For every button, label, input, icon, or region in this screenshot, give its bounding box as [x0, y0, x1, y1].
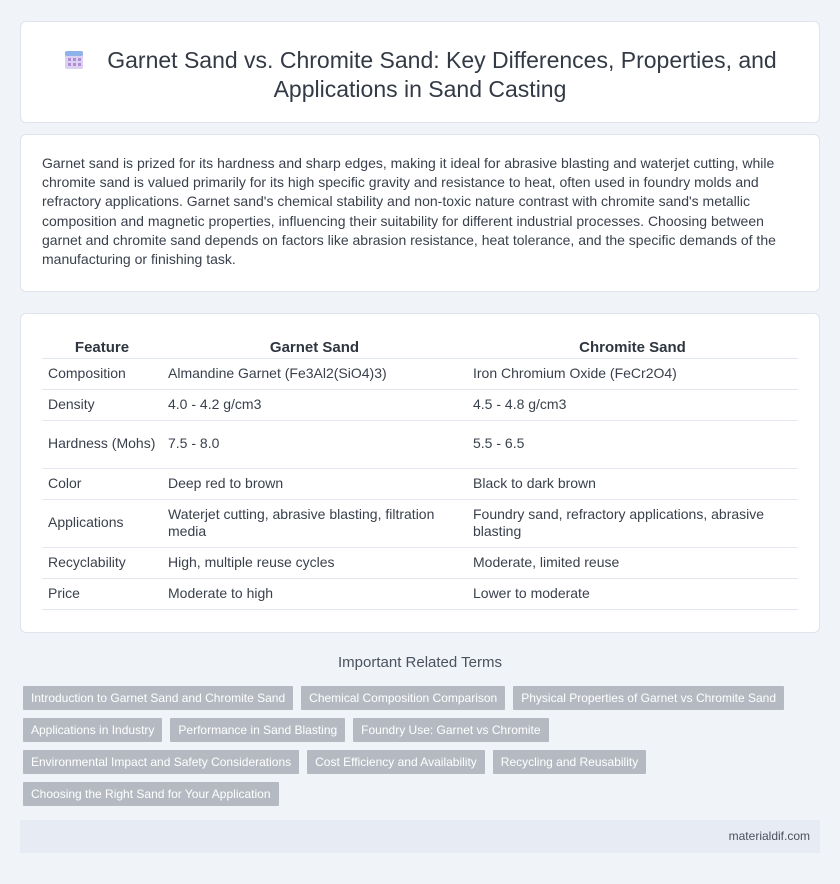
page-title-text: Garnet Sand vs. Chromite Sand: Key Differences, Properties, and Applications in Sand Casting	[107, 47, 777, 102]
cell-chromite: 4.5 - 4.8 g/cm3	[467, 389, 798, 420]
cell-chromite: Iron Chromium Oxide (FeCr2O4)	[467, 358, 798, 389]
cell-feature: Density	[42, 389, 162, 420]
title-card	[20, 21, 820, 123]
tag-link[interactable]: Applications in Industry	[23, 718, 162, 742]
title-wrap	[21, 46, 819, 104]
cell-garnet: Deep red to brown	[162, 468, 467, 499]
intro-card	[20, 134, 820, 292]
related-terms-tags	[23, 686, 813, 814]
header-chromite: Chromite Sand	[467, 336, 798, 358]
tag-link[interactable]: Choosing the Right Sand for Your Application	[23, 782, 279, 806]
cell-garnet: 7.5 - 8.0	[162, 420, 467, 468]
footer	[20, 820, 820, 853]
table-row	[42, 420, 798, 468]
table-row	[42, 468, 798, 499]
comparison-card	[20, 313, 820, 633]
header-feature: Feature	[42, 336, 162, 358]
tag-link[interactable]: Environmental Impact and Safety Considerations	[23, 750, 299, 774]
table-row	[42, 578, 798, 609]
tag-link[interactable]: Chemical Composition Comparison	[301, 686, 505, 710]
cell-chromite: Foundry sand, refractory applications, abrasive blasting	[467, 499, 798, 547]
cell-garnet: Waterjet cutting, abrasive blasting, filtration media	[162, 499, 467, 547]
intro-paragraph: Garnet sand is prized for its hardness and sharp edges, making it ideal for abrasive blasting and waterjet cutting, while chromite sand is valued primarily for its high specific gravity and resistance to heat, often used in foundry molds and refractory applications. Garnet sand's chemical stability and non-toxic nature contrast with chromite sand's metallic composition and magnetic properties, influencing their suitability for different industrial processes. Choosing between garnet and chromite sand depends on factors like abrasion resistance, heat tolerance, and the specific demands of the manufacturing or finishing task.	[42, 155, 776, 268]
table-row	[42, 358, 798, 389]
cell-chromite: Moderate, limited reuse	[467, 547, 798, 578]
tag-link[interactable]: Performance in Sand Blasting	[170, 718, 345, 742]
tag-link[interactable]: Physical Properties of Garnet vs Chromite Sand	[513, 686, 784, 710]
header-garnet: Garnet Sand	[162, 336, 467, 358]
cell-chromite: Black to dark brown	[467, 468, 798, 499]
footer-site[interactable]: materialdif.com	[728, 829, 810, 843]
cell-garnet: 4.0 - 4.2 g/cm3	[162, 389, 467, 420]
table-row	[42, 547, 798, 578]
cell-garnet: Moderate to high	[162, 578, 467, 609]
cell-feature: Hardness (Mohs)	[42, 420, 162, 468]
tag-row	[23, 750, 813, 774]
page-title	[61, 46, 779, 104]
tag-link[interactable]: Cost Efficiency and Availability	[307, 750, 485, 774]
cell-feature: Applications	[42, 499, 162, 547]
cell-feature: Recyclability	[42, 547, 162, 578]
table-row	[42, 499, 798, 547]
table-header-row	[42, 336, 798, 358]
document-icon	[63, 49, 85, 71]
tag-link[interactable]: Recycling and Reusability	[493, 750, 646, 774]
table-row	[42, 389, 798, 420]
cell-garnet: High, multiple reuse cycles	[162, 547, 467, 578]
tag-row	[23, 718, 813, 742]
tag-row	[23, 782, 813, 806]
cell-chromite: Lower to moderate	[467, 578, 798, 609]
cell-chromite: 5.5 - 6.5	[467, 420, 798, 468]
cell-feature: Color	[42, 468, 162, 499]
cell-feature: Price	[42, 578, 162, 609]
comparison-table	[42, 336, 798, 610]
tag-link[interactable]: Foundry Use: Garnet vs Chromite	[353, 718, 548, 742]
cell-feature: Composition	[42, 358, 162, 389]
cell-garnet: Almandine Garnet (Fe3Al2(SiO4)3)	[162, 358, 467, 389]
tag-link[interactable]: Introduction to Garnet Sand and Chromite Sand	[23, 686, 293, 710]
related-terms-title: Important Related Terms	[338, 654, 502, 671]
tag-row	[23, 686, 813, 710]
